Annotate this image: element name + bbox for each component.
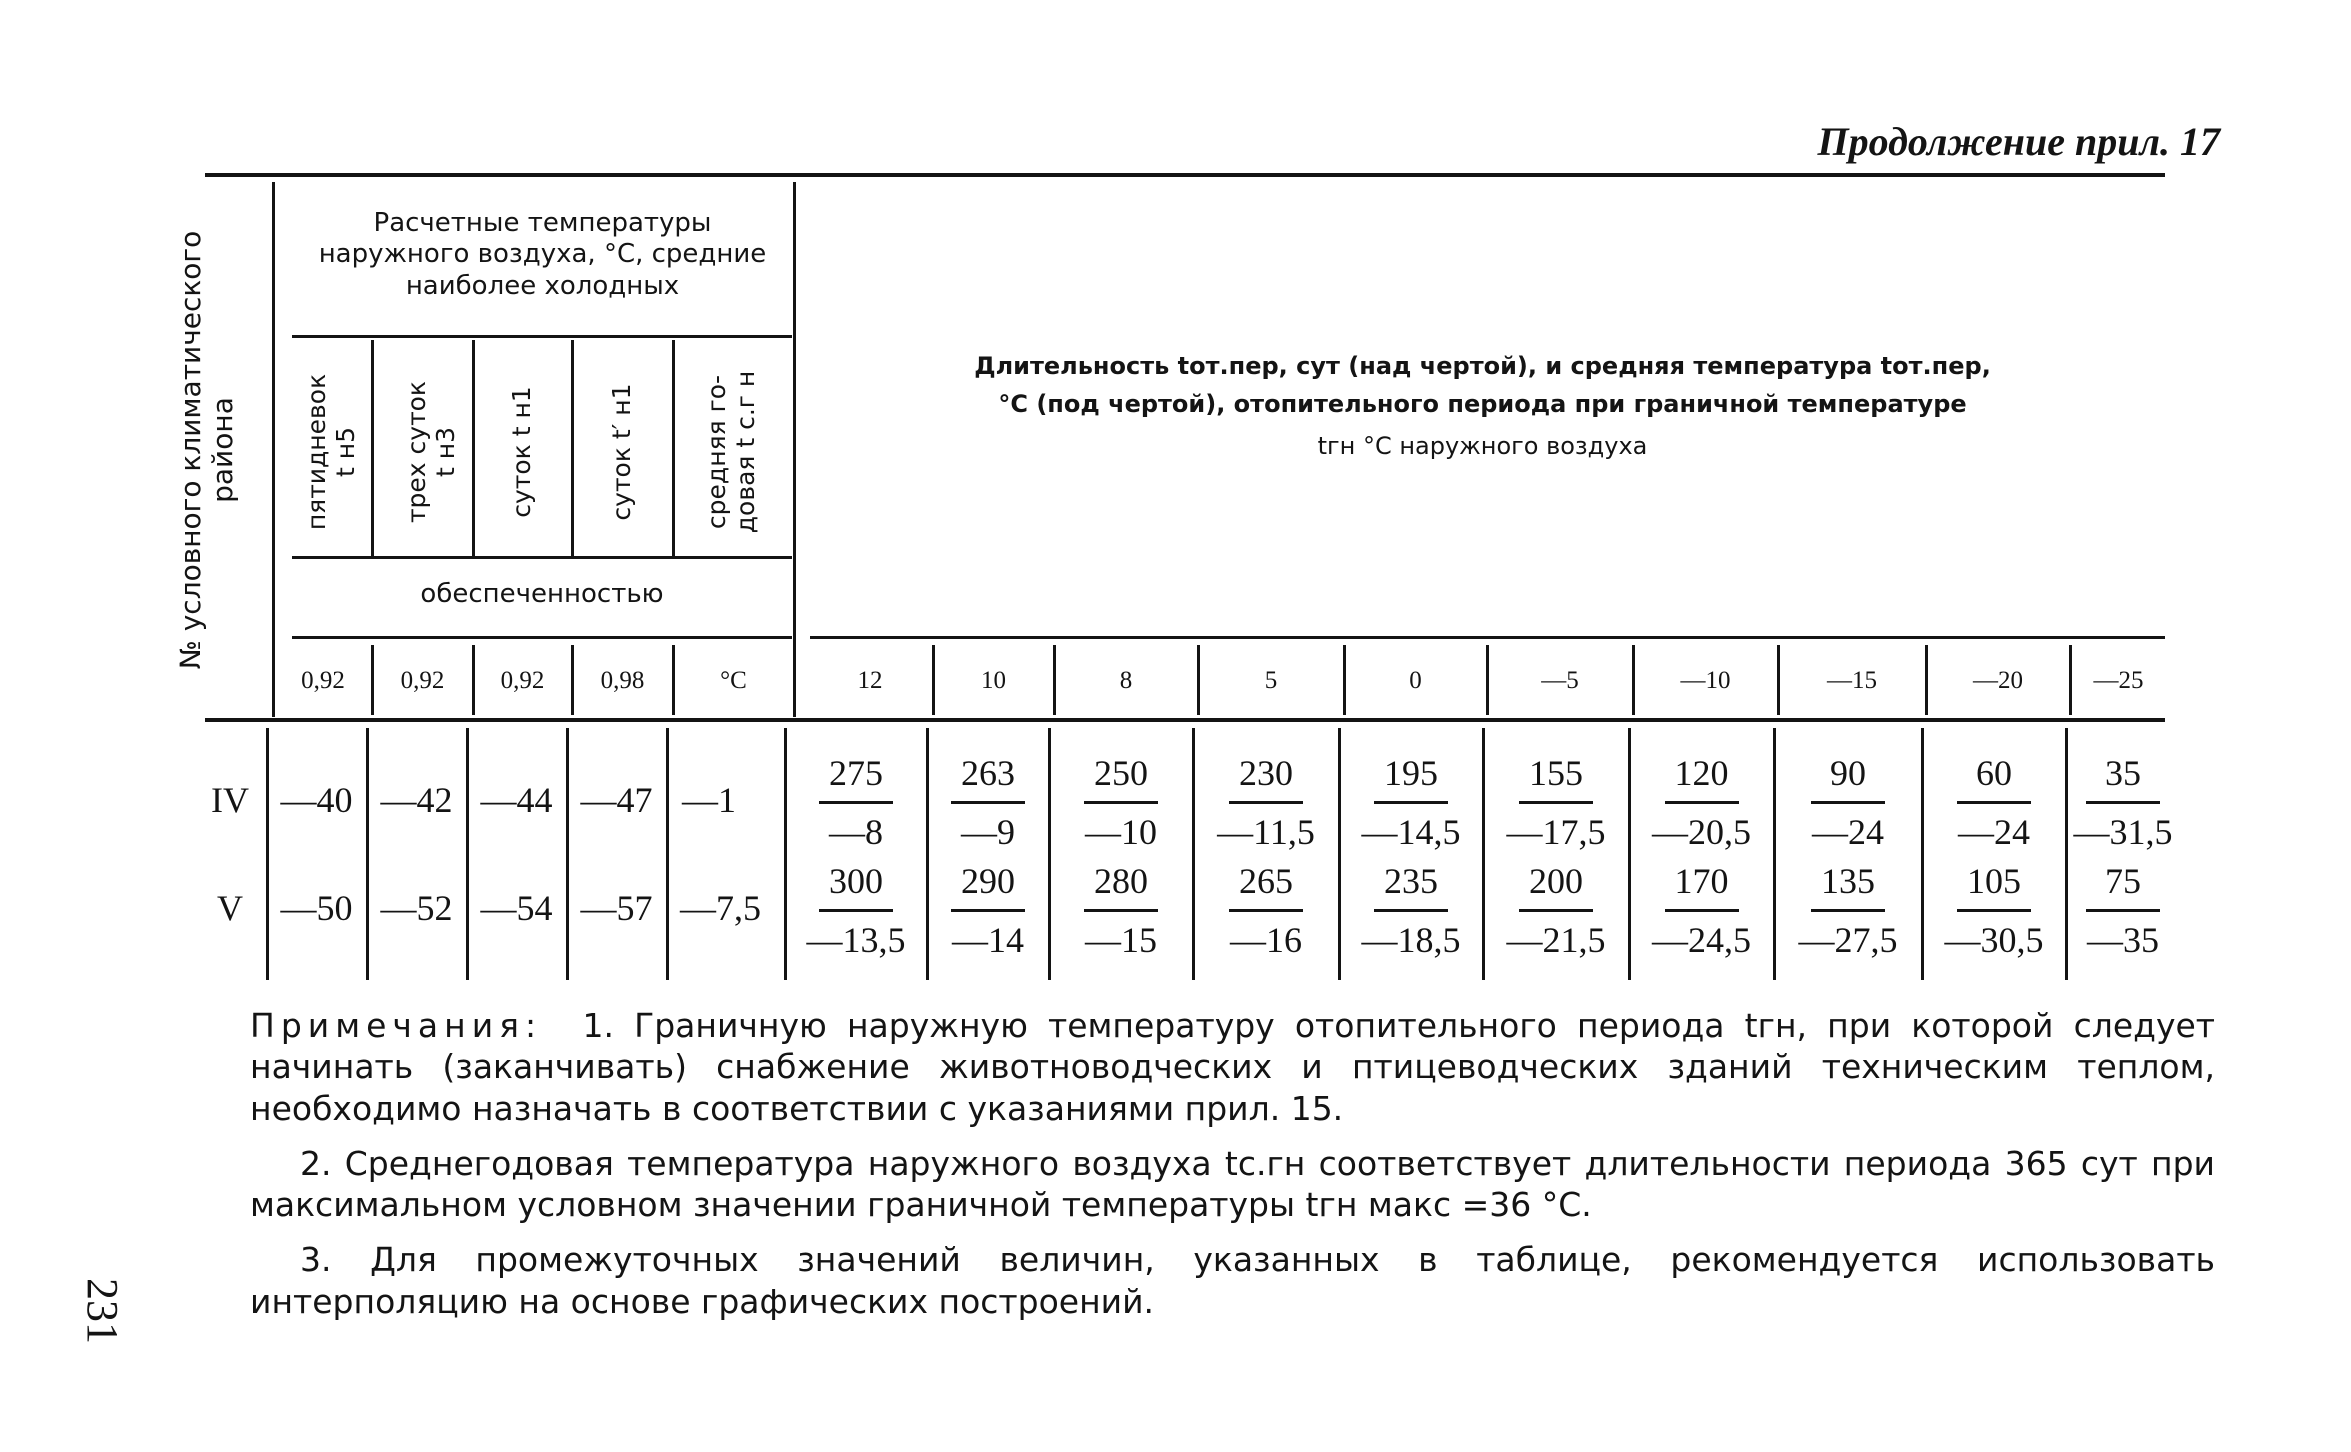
period-fraction [1485,748,1627,858]
district-column-header: № условного климатического района [173,230,239,670]
period-mean-temp: —35 [2087,919,2159,960]
table-top-rule [205,173,2165,177]
design-group-header: Расчетные температуры наружного воздуха, °С, средние наиболее холодных [318,208,767,301]
boundary-temp: 0 [1409,667,1422,694]
period-duration: 250 [1084,753,1158,803]
period-duration: 170 [1665,861,1739,911]
boundary-temp: 5 [1264,667,1278,694]
period-fraction [929,748,1047,858]
boundary-temp-rule [810,636,2165,639]
district-label: IV [211,780,249,820]
period-duration: 230 [1229,753,1303,803]
period-fraction [788,856,924,966]
provision-value: 0,92 [500,667,545,694]
period-duration: 290 [951,861,1025,911]
period-mean-temp: —18,5 [1361,919,1461,960]
col-header-five-day: пятидневок t н5 [302,373,360,531]
period-mean-temp: —8 [829,811,883,852]
col-divider [571,340,574,558]
period-mean-temp: —24 [1812,811,1884,852]
period-fraction [2068,748,2178,858]
period-duration: 120 [1665,753,1739,803]
page-number: 231 [78,1278,127,1344]
period-mean-temp: —17,5 [1506,811,1606,852]
period-duration: 200 [1519,861,1593,911]
period-mean-temp: —15 [1085,919,1157,960]
period-fraction [1341,856,1481,966]
table-cell: —57 [580,888,653,928]
period-fraction [1776,856,1920,966]
provision-label: обеспеченностью [420,579,664,610]
provision-value: 0,92 [301,667,345,694]
period-fraction [1195,856,1337,966]
boundary-temp: —10 [1680,667,1731,694]
period-duration: 263 [951,753,1025,803]
period-duration: 90 [1811,753,1885,803]
table-cell: —44 [480,780,553,820]
period-fraction [1195,748,1337,858]
col-header-annual: средняя го- довая t с.г н [702,370,760,534]
table-cell: —40 [280,780,353,820]
period-mean-temp: —20,5 [1652,811,1751,852]
stub-divider [272,182,275,717]
period-duration: 265 [1229,861,1303,911]
table-cell: —54 [480,888,553,928]
boundary-temp: 10 [981,667,1006,694]
table-cell: —42 [380,780,453,820]
provision-value: 0,92 [400,667,445,694]
continuation-caption: Продолжение прил. 17 [1817,119,2220,164]
provision-value: °С [720,667,747,694]
period-fraction [1051,856,1191,966]
period-fraction [1485,856,1627,966]
design-duration-divider [793,182,796,717]
col-divider [672,340,675,558]
period-fraction [1776,748,1920,858]
period-mean-temp: —14 [952,919,1024,960]
header-bottom-rule [205,718,2165,722]
duration-header-line-2: °С (под чертой), отопительного периода при граничной температуре [998,390,1967,418]
period-mean-temp: —27,5 [1798,919,1898,960]
boundary-temp: —20 [1973,667,2023,694]
period-duration: 135 [1811,861,1885,911]
period-duration: 105 [1957,861,2031,911]
period-duration: 195 [1374,753,1448,803]
period-fraction [1631,856,1772,966]
duration-header-line-3: tгн °С наружного воздуха [1317,432,1648,460]
period-mean-temp: —10 [1085,811,1157,852]
col-header-three-day: трех суток t н3 [402,380,460,524]
boundary-temp: —5 [1541,667,1579,694]
period-duration: 235 [1374,861,1448,911]
table-cell: —50 [280,888,353,928]
note-3: 3. Для промежуточных значений величин, указанных в таблице, рекомендуется использовать интерполяцию на основе графических построений. [250,1240,2215,1321]
period-fraction [2068,856,2178,966]
period-fraction [1631,748,1772,858]
period-duration: 75 [2086,861,2160,911]
note-1-text: 1. Граничную наружную температуру отопительного периода tгн, при которой следует начинать (заканчивать) снабжение животноводческих и птицеводческих зданий техническим теплом, необходимо назначать в соответствии с указаниями прил. 15. [250,1006,2215,1128]
period-mean-temp: —24 [1958,811,2030,852]
period-duration: 35 [2086,753,2160,803]
duration-header-line-1: Длительность tот.пер, сут (над чертой), и средняя температура tот.пер, [974,352,1991,380]
period-mean-temp: —16 [1230,919,1302,960]
period-mean-temp: —14,5 [1361,811,1461,852]
notes [250,1005,2215,1336]
period-duration: 300 [819,861,893,911]
period-fraction [1924,748,2064,858]
period-fraction [929,856,1047,966]
note-2: 2. Среднегодовая температура наружного воздуха tс.гн соответствует длительности периода 365 сут при максимальном условном значении граничной температуры tгн макс =36 °С. [250,1143,2215,1224]
table-cell: —47 [580,780,653,820]
col-divider [784,728,787,980]
period-mean-temp: —31,5 [2073,811,2173,852]
period-fraction [1341,748,1481,858]
table-cell: —7,5 [680,888,761,928]
provision-rule [292,636,792,639]
period-duration: 275 [819,753,893,803]
period-mean-temp: —21,5 [1506,919,1606,960]
period-fraction [788,748,924,858]
period-mean-temp: —24,5 [1652,919,1751,960]
boundary-temp: 12 [857,667,883,694]
period-duration: 155 [1519,753,1593,803]
period-mean-temp: —11,5 [1217,811,1315,852]
col-header-day: суток t н1 [506,386,536,518]
period-fraction [1051,748,1191,858]
period-duration: 60 [1957,753,2031,803]
period-mean-temp: —13,5 [806,919,906,960]
period-fraction [1924,856,2064,966]
boundary-temp: —25 [2093,667,2144,694]
boundary-temp: —15 [1827,667,1877,694]
table-cell: —52 [380,888,453,928]
design-group-rule [292,335,792,338]
note-1 [250,1005,2215,1129]
provision-value: 0,98 [600,667,645,694]
district-label: V [217,888,243,928]
boundary-temp: 8 [1119,667,1133,694]
col-header-day-098: суток t′ н1 [606,383,636,521]
period-mean-temp: —9 [961,811,1015,852]
period-mean-temp: —30,5 [1944,919,2044,960]
table-cell: —1 [682,780,736,820]
notes-lead: Примечания: [250,1006,543,1045]
period-duration: 280 [1084,861,1158,911]
